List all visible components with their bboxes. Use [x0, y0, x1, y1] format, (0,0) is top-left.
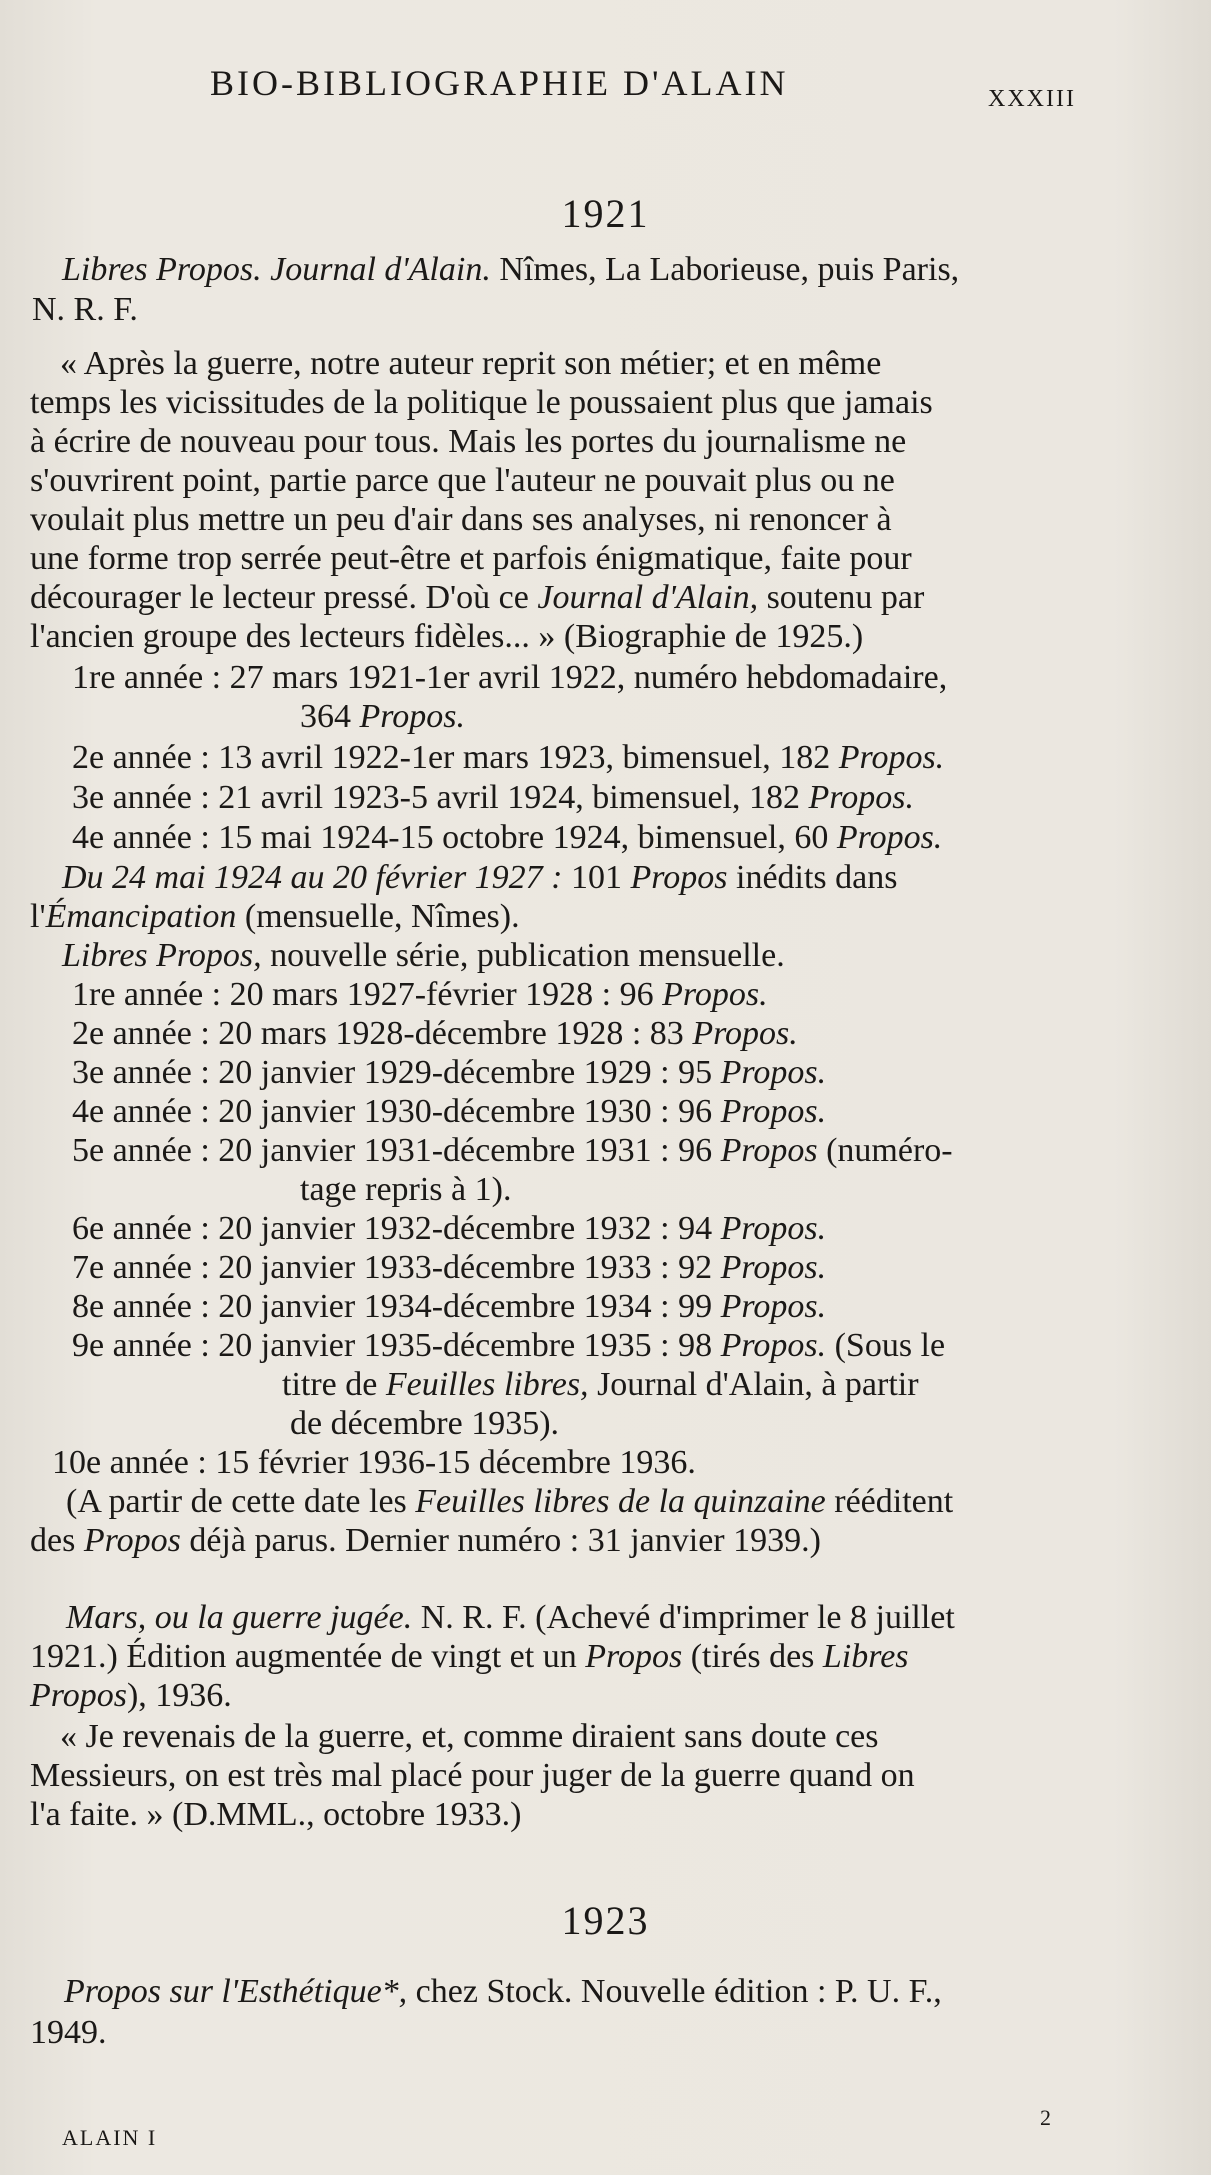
year-entry-continuation: titre de Feuilles libres, Journal d'Alain, à partir	[282, 1366, 919, 1403]
entry-title-libres-propos: Libres Propos. Journal d'Alain. Nîmes, La Laborieuse, puis Paris,	[62, 251, 960, 288]
entry-esthetique-line-2: 1949.	[30, 2014, 107, 2051]
year-entry: 10e année : 15 février 1936-15 décembre 1936.	[52, 1444, 696, 1481]
entry-mars: Mars, ou la guerre jugée. N. R. F. (Achevé d'imprimer le 8 juillet	[66, 1599, 955, 1636]
year-entry-continuation: 364 Propos.	[300, 698, 465, 735]
emancipation-line: Du 24 mai 1924 au 20 février 1927 : 101 Propos inédits dans	[62, 859, 898, 896]
year-entry: 3e année : 20 janvier 1929-décembre 1929 : 95 Propos.	[72, 1054, 827, 1091]
mars-quote-line: « Je revenais de la guerre, et, comme diraient sans doute ces	[60, 1718, 879, 1755]
year-heading-1923: 1923	[561, 1898, 650, 1943]
mars-quote-line: l'a faite. » (D.MML., octobre 1933.)	[30, 1796, 522, 1833]
emancipation-line-2: l'Émancipation (mensuelle, Nîmes).	[30, 898, 520, 935]
year-entry: 1re année : 27 mars 1921-1er avril 1922, numéro hebdomadaire,	[72, 659, 948, 696]
quote-line: voulait plus mettre un peu d'air dans ses analyses, ni renoncer à	[30, 501, 892, 538]
entry-esthetique: Propos sur l'Esthétique*, chez Stock. Nouvelle édition : P. U. F.,	[64, 1973, 942, 2010]
quote-line: l'ancien groupe des lecteurs fidèles... » (Biographie de 1925.)	[30, 618, 864, 655]
year-entry: 9e année : 20 janvier 1935-décembre 1935 : 98 Propos. (Sous le	[72, 1327, 946, 1364]
year-heading-1921: 1921	[561, 191, 650, 236]
quote-line: à écrire de nouveau pour tous. Mais les portes du journalisme ne	[30, 423, 907, 460]
year-entry-continuation: tage repris à 1).	[300, 1171, 512, 1208]
reedition-note: (A partir de cette date les Feuilles libres de la quinzaine rééditent	[66, 1483, 954, 1520]
entry-mars-line-3: Propos), 1936.	[30, 1677, 232, 1714]
running-header-title: BIO-BIBLIOGRAPHIE D'ALAIN	[210, 63, 789, 103]
year-entry: 8e année : 20 janvier 1934-décembre 1934 : 99 Propos.	[72, 1288, 827, 1325]
year-entry: 4e année : 20 janvier 1930-décembre 1930 : 96 Propos.	[72, 1093, 827, 1130]
entry-title-line-2: N. R. F.	[32, 291, 138, 328]
mars-quote-line: Messieurs, on est très mal placé pour juger de la guerre quand on	[30, 1757, 915, 1794]
year-entry: 6e année : 20 janvier 1932-décembre 1932 : 94 Propos.	[72, 1210, 827, 1247]
page-number-roman: XXXIII	[988, 86, 1076, 112]
reedition-note-line-2: des Propos déjà parus. Dernier numéro : 31 janvier 1939.)	[30, 1522, 821, 1559]
year-entry: 1re année : 20 mars 1927-février 1928 : 96 Propos.	[72, 976, 768, 1013]
gathering-number: 2	[1040, 2105, 1051, 2130]
year-entry-continuation: de décembre 1935).	[290, 1405, 560, 1442]
quote-line: une forme trop serrée peut-être et parfois énigmatique, faite pour	[30, 540, 912, 577]
entry-mars-line-2: 1921.) Édition augmentée de vingt et un Propos (tirés des Libres	[30, 1638, 909, 1675]
quote-line: décourager le lecteur pressé. D'où ce Journal d'Alain, soutenu par	[30, 579, 925, 616]
year-entry: 4e année : 15 mai 1924-15 octobre 1924, bimensuel, 60 Propos.	[72, 819, 943, 856]
signature-mark: ALAIN I	[62, 2125, 158, 2150]
quote-line: « Après la guerre, notre auteur reprit son métier; et en même	[60, 345, 882, 382]
nouvelle-serie-line: Libres Propos, nouvelle série, publication mensuelle.	[62, 937, 785, 974]
year-entry: 2e année : 20 mars 1928-décembre 1928 : 83 Propos.	[72, 1015, 798, 1052]
quote-line: s'ouvrirent point, partie parce que l'auteur ne pouvait plus ou ne	[30, 462, 895, 499]
year-entry: 2e année : 13 avril 1922-1er mars 1923, bimensuel, 182 Propos.	[72, 739, 945, 776]
quote-line: temps les vicissitudes de la politique le poussaient plus que jamais	[30, 384, 933, 421]
year-entry: 3e année : 21 avril 1923-5 avril 1924, bimensuel, 182 Propos.	[72, 779, 914, 816]
year-entry: 5e année : 20 janvier 1931-décembre 1931 : 96 Propos (numéro-	[72, 1132, 953, 1169]
year-entry: 7e année : 20 janvier 1933-décembre 1933 : 92 Propos.	[72, 1249, 827, 1286]
